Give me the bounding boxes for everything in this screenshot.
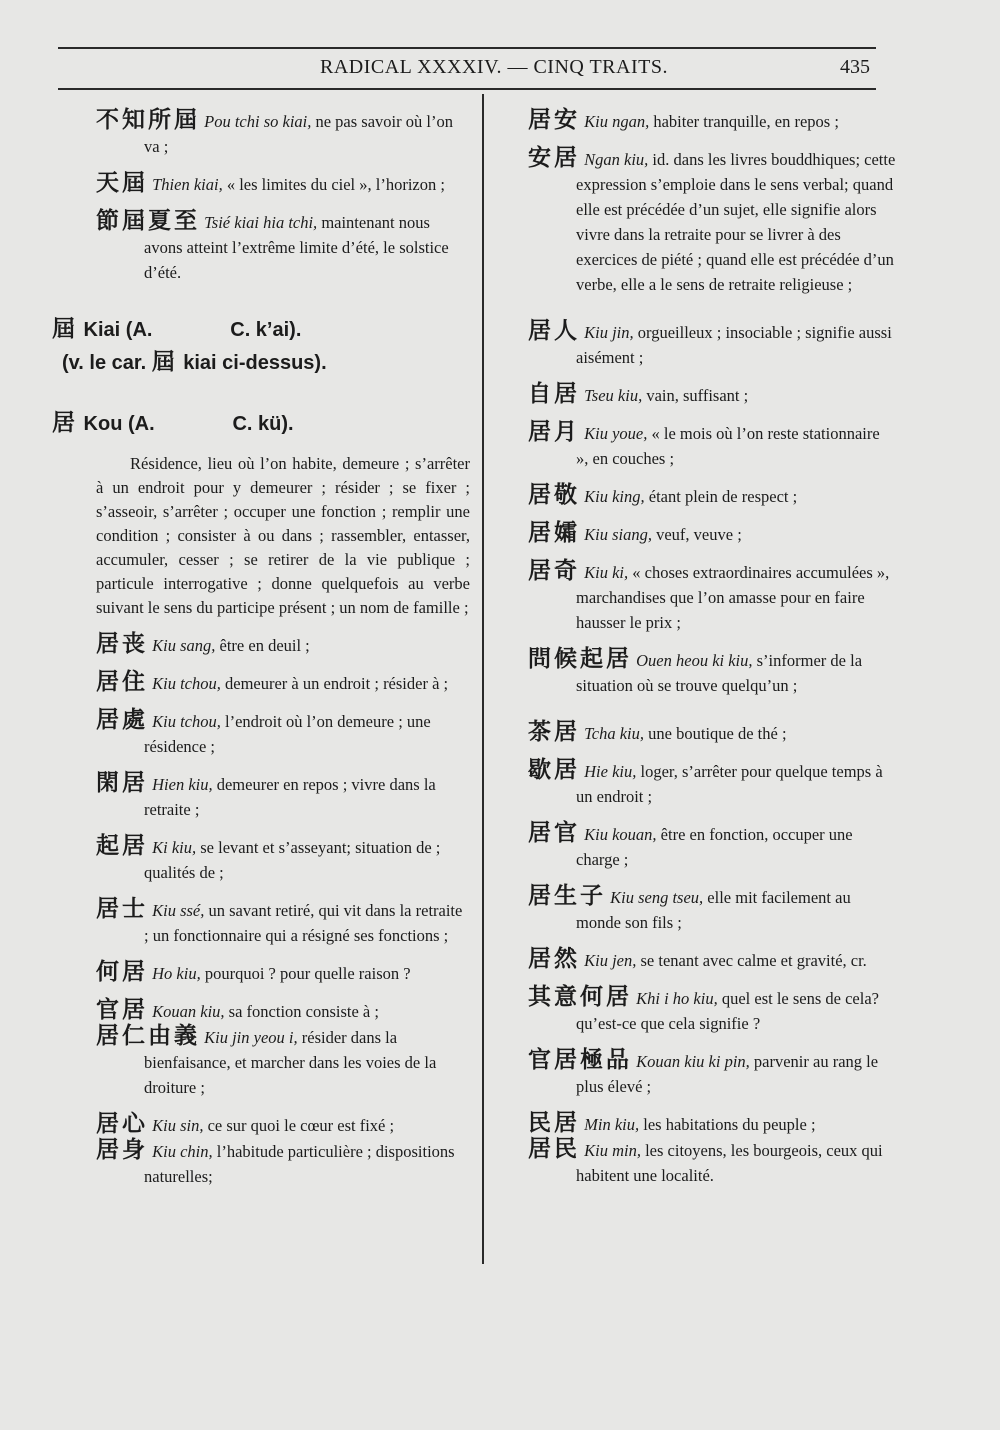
entry-tseu-kiu: 自居 Tseu kiu, vain, suffisant ;: [528, 381, 749, 407]
entry-ngan-kiu: 安居 Ngan kiu, id. dans les livres bouddhiques; cette expression s’emploie dans le sens verbal; quand elle est précédée d’un sujet, elle signifie alors vivre dans la retraite pour se livrer à des exercices de piété ; quand elle est précédée d’un verbe, elle a le sens de retraite religieuse ;: [528, 145, 896, 294]
entry-tcha-kiu: 茶居 Tcha kiu, une boutique de thé ;: [528, 719, 787, 745]
entry-kiu-youe: 居月 Kiu youe, « le mois où l’on reste stationnaire », en couches ;: [528, 419, 880, 468]
entry-kouan-kiu: 官居 Kouan kiu, sa fonction consiste à ;: [96, 997, 379, 1023]
right-column: [528, 108, 896, 1188]
headword-kou: 居 Kou (A. C. kü).: [52, 410, 294, 436]
entry-kiu-jin: 居人 Kiu jin, orgueilleux ; insociable ; signifie aussi aisément ;: [528, 318, 892, 367]
header-rule-bottom: [58, 88, 876, 90]
entry-kiu-min: 居民 Kiu min, les citoyens, les bourgeois, ceux qui habitent une localité.: [528, 1136, 883, 1185]
entry-thien-kiai: 天屆 Thien kiai, « les limites du ciel », l’horizon ;: [96, 170, 445, 196]
entry-kiu-jen: 居然 Kiu jen, se tenant avec calme et gravité, cr.: [528, 946, 867, 972]
entry-tsie-kiai-hia-tchi: 節屆夏至 Tsié kiai hia tchi, maintenant nous avons atteint l’extrême limite d’été, le solstice d’été.: [96, 208, 449, 282]
cross-reference-kiai: (v. le car. 屆 kiai ci-dessus).: [62, 349, 327, 375]
entry-hien-kiu: 閑居 Hien kiu, demeurer en repos ; vivre dans la retraite ;: [96, 770, 436, 819]
entry-kiu-kouan: 居官 Kiu kouan, être en fonction, occuper une charge ;: [528, 820, 853, 869]
entry-kouan-kiu-ki-pin: 官居極品 Kouan kiu ki pin, parvenir au rang le plus élevé ;: [528, 1047, 879, 1096]
entry-kiu-ngan: 居安 Kiu ngan, habiter tranquille, en repos ;: [528, 107, 839, 133]
entry-kiu-sin: 居心 Kiu sin, ce sur quoi le cœur est fixé ;: [96, 1111, 395, 1137]
entry-kiu-king: 居敬 Kiu king, étant plein de respect ;: [528, 482, 798, 508]
entry-ouen-heou-ki-kiu: 問候起居 Ouen heou ki kiu, s’informer de la situation où se trouve quelqu’un ;: [528, 646, 863, 695]
entry-kiu-sang: 居丧 Kiu sang, être en deuil ;: [96, 631, 310, 657]
entry-kiu-tchou-2: 居處 Kiu tchou, l’endroit où l’on demeure ; une résidence ;: [96, 707, 431, 756]
page-number: 435: [840, 56, 870, 78]
entry-ho-kiu: 何居 Ho kiu, pourquoi ? pour quelle raison ?: [96, 959, 411, 985]
entry-kiu-tchou-1: 居住 Kiu tchou, demeurer à un endroit ; résider à ;: [96, 669, 449, 695]
column-divider: [482, 94, 484, 1264]
left-column: [52, 108, 470, 1189]
header-rule-top: [58, 47, 876, 49]
entry-kiu-sse: 居士 Kiu ssé, un savant retiré, qui vit dans la retraite ; un fonctionnaire qui a résigné ses fonctions ;: [96, 896, 463, 945]
entry-kiu-chin: 居身 Kiu chin, l’habitude particulière ; dispositions naturelles;: [96, 1137, 455, 1186]
entry-kiu-ki: 居奇 Kiu ki, « choses extraordinaires accumulées », marchandises que l’on amasse pour en faire hausser le prix ;: [528, 558, 890, 632]
entry-kiu-siang: 居孀 Kiu siang, veuf, veuve ;: [528, 520, 742, 546]
headword-kiai: 屆 Kiai (A. C. k’ai).: [52, 316, 302, 342]
entry-kiu-jin-yeou-i: 居仁由義 Kiu jin yeou i, résider dans la bienfaisance, et marcher dans les voies de la droiture ;: [96, 1023, 437, 1097]
entry-hie-kiu: 歇居 Hie kiu, loger, s’arrêter pour quelque temps à un endroit ;: [528, 757, 883, 806]
entry-ki-kiu: 起居 Ki kiu, se levant et s’asseyant; situation de ; qualités de ;: [96, 833, 441, 882]
entry-pou-tchi-so-kiai: 不知所屆 Pou tchi so kiai, ne pas savoir où l’on va ;: [96, 107, 453, 156]
entry-min-kiu: 民居 Min kiu, les habitations du peuple ;: [528, 1110, 816, 1136]
running-title: RADICAL XXXXIV. — CINQ TRAITS.: [320, 56, 668, 78]
entry-kiu-seng-tseu: 居生子 Kiu seng tseu, elle mit facilement au monde son fils ;: [528, 883, 851, 932]
kou-definition: Résidence, lieu où l’on habite, demeure ; s’arrêter à un endroit pour y demeurer ; résider ; se fixer ; s’asseoir, s’arrêter ; occuper une fonction ; remplir une condition ; consister à ou dans ; rassembler, entasser, accumuler, cesser ; se retirer de la vie publique ; particule interrogative ; donne quelquefois au verbe suivant le sens du participe présent ; un nom de famille ;: [96, 454, 470, 617]
entry-khi-i-ho-kiu: 其意何居 Khi i ho kiu, quel est le sens de cela? qu’est-ce que cela signifie ?: [528, 984, 879, 1033]
